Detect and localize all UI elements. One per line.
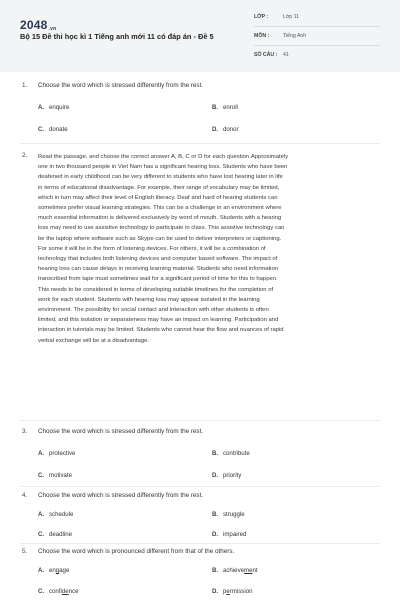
option-text-part: confi xyxy=(49,588,62,595)
option-letter: B. xyxy=(212,567,219,574)
divider xyxy=(20,486,380,487)
passage-line: interaction in tutorials may be limited. Students who cannot hear the flow and nuances of rapid xyxy=(38,327,284,334)
page-header xyxy=(0,0,400,72)
option-text: struggle xyxy=(223,511,245,518)
document-title: Bộ 15 Đề thi học kì 1 Tiếng anh mới 11 có đáp án - Đề 5 xyxy=(20,32,214,41)
question-number: 4. xyxy=(22,492,28,499)
meta-row-class xyxy=(254,14,380,27)
passage-line: verbal exchange will be at a disadvantage. xyxy=(38,337,150,344)
option-b[interactable] xyxy=(212,567,258,574)
reading-passage xyxy=(38,152,378,346)
divider xyxy=(20,143,380,144)
divider xyxy=(20,543,380,544)
option-letter: B. xyxy=(212,450,219,457)
option-letter: A. xyxy=(38,567,45,574)
passage-line: much essential information is delivered exclusively by word of mouth. Students with a hearing xyxy=(38,215,282,222)
divider xyxy=(20,420,380,421)
option-d[interactable] xyxy=(212,472,241,479)
meta-row-subject xyxy=(254,33,380,46)
option-d[interactable] xyxy=(212,126,239,133)
passage-line: technology that includes both listening devices and computer based software. The impact of xyxy=(38,256,278,263)
option-text-part: achieve xyxy=(223,567,245,574)
option-b[interactable] xyxy=(212,450,250,457)
question-stem: Choose the word which is stressed differently from the rest. xyxy=(38,428,204,435)
option-b[interactable] xyxy=(212,104,238,111)
option-letter: D. xyxy=(212,531,219,538)
question-stem: Choose the word which is stressed differently from the rest. xyxy=(38,82,204,89)
option-text-part: age xyxy=(59,567,70,574)
option-letter: C. xyxy=(38,531,45,538)
option-text: priority xyxy=(223,472,242,479)
option-letter: C. xyxy=(38,472,45,479)
passage-line: work for each student. Students with hearing loss may appear isolated in the learning xyxy=(38,296,260,303)
passage-line: hearing loss can cause delays in receiving learning material. Students who need information xyxy=(38,266,279,273)
meta-value: Lớp 11 xyxy=(283,14,299,20)
option-letter: D. xyxy=(212,588,219,595)
option-letter: C. xyxy=(38,588,45,595)
option-a[interactable] xyxy=(38,567,69,574)
question-stem: Choose the word which is pronounced different from that of the others. xyxy=(38,548,235,555)
option-letter: D. xyxy=(212,472,219,479)
option-text-underlined: me xyxy=(244,567,253,574)
option-text-underlined: g xyxy=(55,567,60,574)
option-c[interactable] xyxy=(38,126,68,133)
option-text: schedule xyxy=(49,511,74,518)
passage-line: which in turn may affect their level of English literacy. Deaf and hard of hearing students can xyxy=(38,194,278,201)
option-d[interactable] xyxy=(212,588,252,595)
passage-line: Read the passage, and choose the correct answer A, B, C or D for each question.Approximately xyxy=(38,154,289,160)
meta-value: 41 xyxy=(283,52,289,58)
option-text-part: rmission xyxy=(229,588,253,595)
passage-line: sometimes prefer visual learning strategies. This can be a challenge in an environment where xyxy=(38,205,282,212)
option-letter: A. xyxy=(38,511,45,518)
option-text: enroll xyxy=(223,104,238,111)
option-c[interactable] xyxy=(38,531,72,538)
option-a[interactable] xyxy=(38,450,75,457)
passage-line: environment. The possibility for social contact and interaction with other students is often xyxy=(38,307,269,314)
question-number: 5. xyxy=(22,548,28,555)
option-text: contribute xyxy=(223,450,250,457)
option-text-underlined: de xyxy=(61,588,69,595)
passage-line: transcribed from tape must sometimes wait for a significant period of time for this to happen. xyxy=(38,276,278,283)
passage-line: limited, and this isolation or separateness may have an impact on learning. Participation and xyxy=(38,317,279,324)
meta-key: MÔN : xyxy=(254,33,270,39)
option-text: deadline xyxy=(49,531,73,538)
passage-line: one in two thousand people in Viet Nam has a significant hearing loss. Students who have been xyxy=(38,164,288,171)
option-letter: C. xyxy=(38,126,45,133)
option-c[interactable] xyxy=(38,472,72,479)
passage-line: be the laptop where software such as Skype can be used to deliver interpreters or captioning. xyxy=(38,235,282,242)
logo-text: 2048 xyxy=(20,18,48,32)
passage-line: For some it will be in the form of listening devices. For others, it will be a combination of xyxy=(38,245,266,252)
option-letter: D. xyxy=(212,126,219,133)
passage-line: This needs to be considered in terms of developing suitable timelines for the completion of xyxy=(38,286,274,293)
document-meta xyxy=(254,14,380,70)
question-stem: Choose the word which is stressed differently from the rest. xyxy=(38,492,204,499)
option-text: motivate xyxy=(49,472,73,479)
option-d[interactable] xyxy=(212,531,246,538)
passage-line: in terms of educational disadvantage. For example, their range of vocabulary may be limited, xyxy=(38,184,280,191)
option-letter: A. xyxy=(38,104,45,111)
option-b[interactable] xyxy=(212,511,245,518)
option-letter: B. xyxy=(212,104,219,111)
option-letter: A. xyxy=(38,450,45,457)
passage-line: loss may need to use assistive technology to participate in class. This assistive technology can xyxy=(38,225,285,232)
option-text-part: p xyxy=(223,588,227,595)
option-text-underlined: e xyxy=(226,588,230,595)
meta-key: LỚP : xyxy=(254,14,269,20)
option-text: protective xyxy=(49,450,76,457)
option-letter: B. xyxy=(212,511,219,518)
question-number: 3. xyxy=(22,428,28,435)
option-text: donate xyxy=(49,126,68,133)
question-number: 2. xyxy=(22,152,28,159)
meta-value: Tiếng Anh xyxy=(283,33,307,39)
site-logo[interactable] xyxy=(20,18,56,32)
passage-line: deafened in early childhood can be very different to students who have lost hearing later in life xyxy=(38,174,283,181)
logo-suffix: .vn xyxy=(48,26,57,32)
option-text-part: en xyxy=(49,567,56,574)
option-text: enquire xyxy=(49,104,70,111)
option-text-part: nt xyxy=(252,567,258,574)
meta-key: SỐ CÂU : xyxy=(254,52,278,58)
meta-row-count xyxy=(254,52,380,64)
option-c[interactable] xyxy=(38,588,78,595)
option-a[interactable] xyxy=(38,511,73,518)
option-text: impaired xyxy=(223,531,247,538)
option-text-part: nce xyxy=(68,588,79,595)
option-a[interactable] xyxy=(38,104,69,111)
option-text: donor xyxy=(223,126,239,133)
question-number: 1. xyxy=(22,82,28,89)
